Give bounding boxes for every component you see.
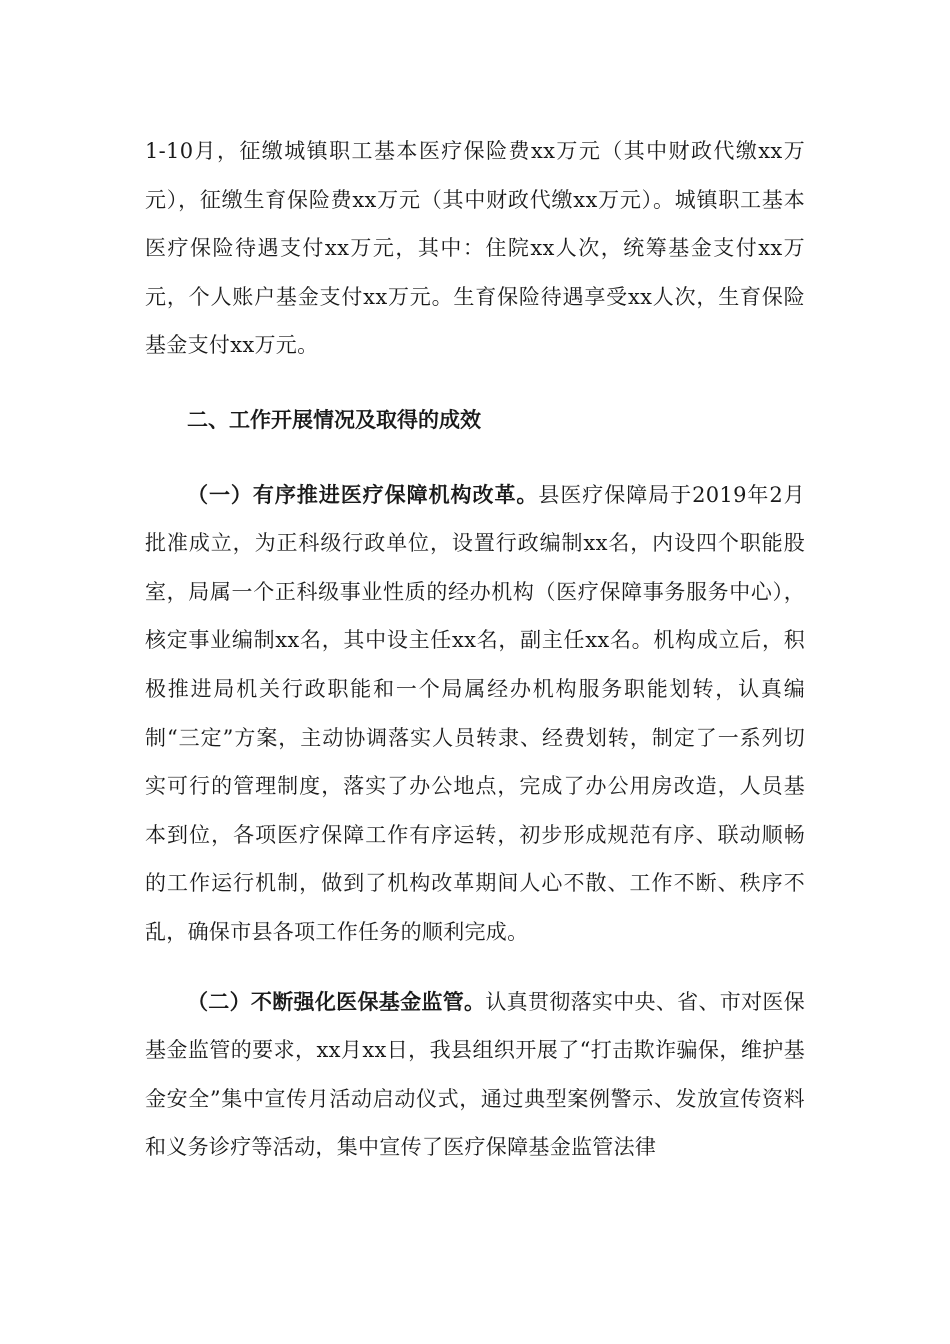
paragraph-funding-summary: 1-10月，征缴城镇职工基本医疗保险费xx万元（其中财政代缴xx万元），征缴生育保险费xx万元（其中财政代缴xx万元）。城镇职工基本医疗保险待遇支付xx万元，其中：住院xx人次，统筹基金支付xx万元，个人账户基金支付xx万元。生育保险待遇享受xx人次，生育保险基金支付xx万元。 (145, 139, 805, 358)
document-page (145, 127, 805, 1172)
item-lead-fund-supervision: （二）不断强化医保基金监管。 (187, 988, 486, 1014)
paragraph-agency-reform (145, 471, 805, 957)
section-heading-work-progress: 二、工作开展情况及取得的成效 (187, 406, 481, 432)
paragraph-fund-supervision (145, 978, 805, 1172)
item-body-agency-reform: 县医疗保障局于2019年2月批准成立，为正科级行政单位，设置行政编制xx名，内设四个职能股室，局属一个正科级事业性质的经办机构（医疗保障事务服务中心），核定事业编制xx名，其中设主任xx名，副主任xx名。机构成立后，积极推进局机关行政职能和一个局属经办机构服务职能划转，认真编制“三定”方案，主动协调落实人员转隶、经费划转，制定了一系列切实可行的管理制度，落实了办公地点，完成了办公用房改造，人员基本到位，各项医疗保障工作有序运转，初步形成规范有序、联动顺畅的工作运行机制，做到了机构改革期间人心不散、工作不断、秩序不乱，确保市县各项工作任务的顺利完成。 (145, 482, 805, 944)
item-body-fund-supervision: 认真贯彻落实中央、省、市对医保基金监管的要求，xx月xx日，我县组织开展了“打击欺诈骗保，维护基金安全”集中宣传月活动启动仪式，通过典型案例警示、发放宣传资料和义务诊疗等活动，集中宣传了医疗保障基金监管法律 (145, 989, 806, 1160)
item-lead-agency-reform: （一）有序推进医疗保障机构改革。 (187, 481, 539, 507)
